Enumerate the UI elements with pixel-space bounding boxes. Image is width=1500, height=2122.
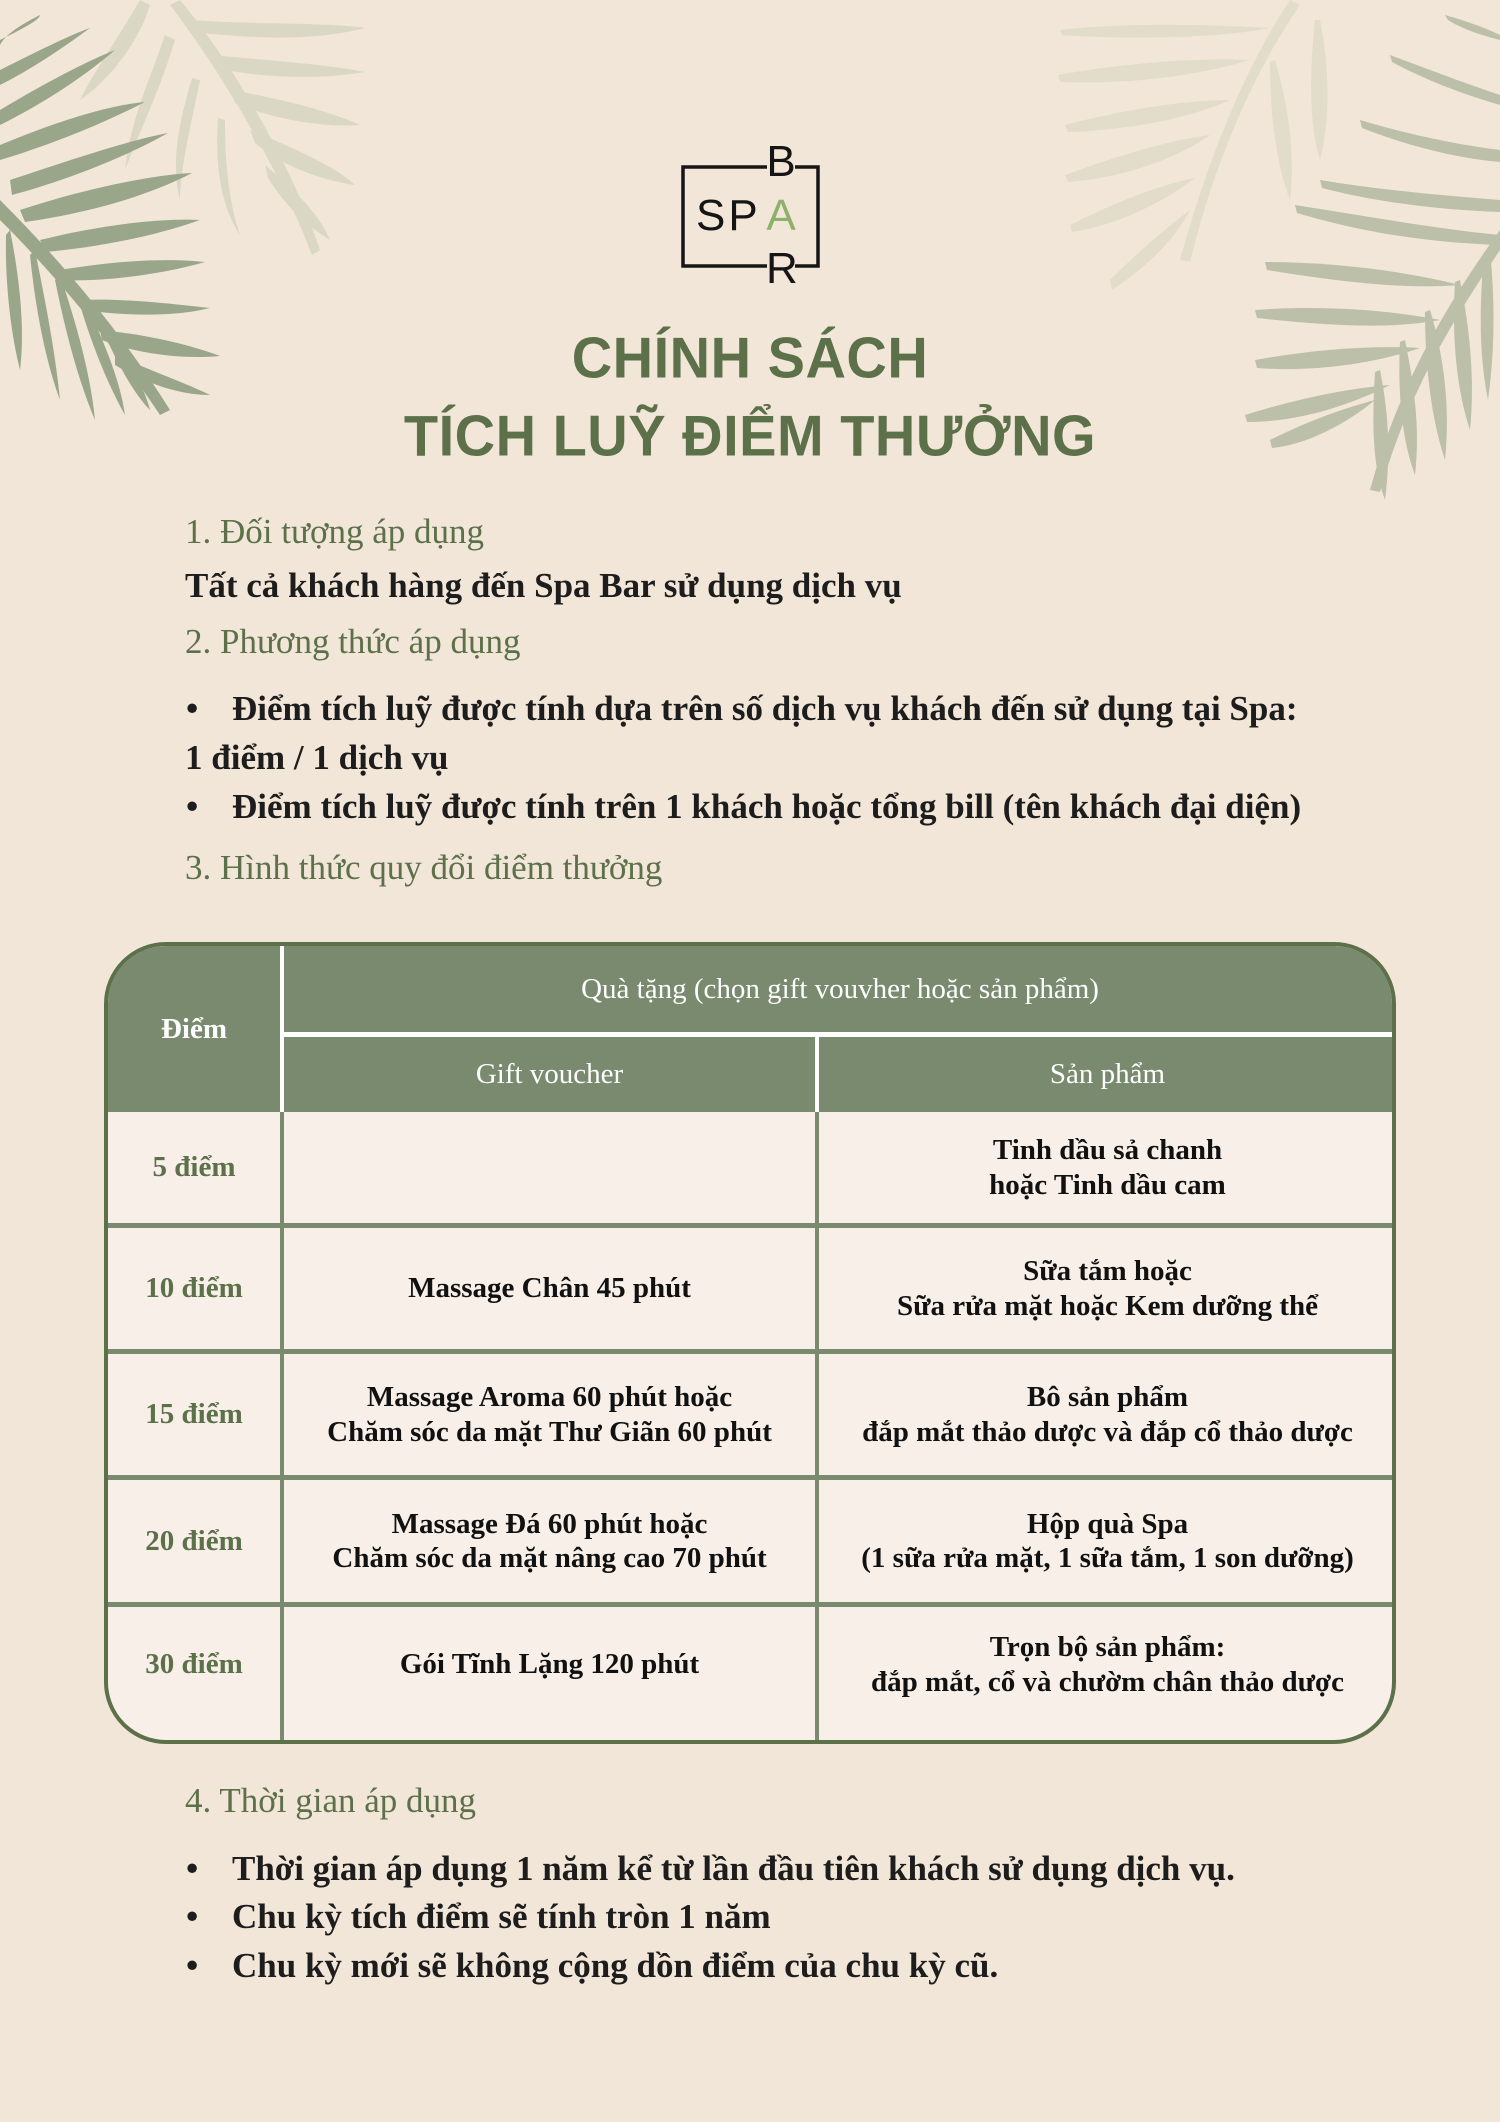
page-title-line-2: TÍCH LUỸ ĐIỂM THƯỞNG	[403, 403, 1097, 468]
row-1-product	[819, 1112, 1396, 1223]
row-4-product	[819, 1480, 1396, 1602]
row-5-points: 30 điểm	[145, 1648, 243, 1680]
row-2-points: 10 điểm	[145, 1272, 243, 1304]
page-title-line-1: CHÍNH SÁCH	[571, 325, 929, 390]
row-4-product-line-1: Hộp quà Spa	[1026, 1507, 1189, 1540]
section-4-heading: 4. Thời gian áp dụng	[185, 1781, 477, 1820]
bullet-text: Điểm tích luỹ được tính trên 1 khách hoặc tổng bill (tên khách đại diện)	[232, 787, 1302, 826]
section-4-bullet-1	[186, 1851, 1235, 1886]
section-2-bullet-1-continuation: 1 điểm / 1 dịch vụ	[185, 738, 449, 777]
section-1-text: Tất cả khách hàng đến Spa Bar sử dụng dịch vụ	[185, 566, 902, 605]
row-2-product	[819, 1228, 1396, 1349]
reward-table	[104, 942, 1396, 1744]
section-3-heading: 3. Hình thức quy đổi điểm thưởng	[185, 848, 663, 887]
row-3-product-line-2: đắp mắt thảo dược và đắp cổ thảo dược	[862, 1415, 1353, 1448]
row-3-points: 15 điểm	[145, 1398, 243, 1430]
row-1-product-line-1: Tinh dầu sả chanh	[992, 1134, 1223, 1167]
row-3-voucher-line-1: Massage Aroma 60 phút hoặc	[366, 1381, 733, 1414]
bullet-text: Chu kỳ mới sẽ không cộng dồn điểm của chu kỳ cũ.	[232, 1946, 999, 1985]
row-1-voucher	[284, 1112, 815, 1223]
row-4-product-line-2: (1 sữa rửa mặt, 1 sữa tắm, 1 son dưỡng)	[861, 1542, 1354, 1574]
logo-letter-r: R	[766, 244, 798, 293]
row-3-voucher	[284, 1354, 815, 1475]
bullet-icon: •	[186, 689, 199, 728]
header-product: Sản phẩm	[1049, 1058, 1166, 1090]
bullet-icon: •	[186, 1946, 199, 1985]
section-4-bullet-2	[186, 1899, 771, 1934]
header-gift-voucher: Gift voucher	[475, 1058, 624, 1090]
bullet-icon: •	[186, 787, 199, 826]
row-1-product-line-2: hoặc Tinh dầu cam	[989, 1168, 1226, 1201]
logo-letter-b: B	[766, 137, 796, 186]
left-pale-leaf-icon	[80, 0, 365, 255]
row-1-points: 5 điểm	[152, 1151, 236, 1183]
row-3-voucher-line-2: Chăm sóc da mặt Thư Giãn 60 phút	[327, 1415, 772, 1448]
section-2-heading: 2. Phương thức áp dụng	[185, 622, 521, 661]
header-gift-group: Quà tặng (chọn gift vouvher hoặc sản phẩm)	[581, 972, 1099, 1005]
bullet-icon: •	[186, 1849, 199, 1888]
section-2-bullet-1	[186, 691, 1298, 726]
row-2-voucher: Massage Chân 45 phút	[408, 1272, 691, 1305]
right-pale-leaf-icon	[1058, 0, 1328, 290]
row-5-product-line-2: đắp mắt, cổ và chườm chân thảo dược	[871, 1665, 1344, 1698]
section-2-bullet-2	[186, 789, 1301, 824]
row-4-voucher	[284, 1480, 815, 1602]
row-5-product	[819, 1607, 1396, 1722]
bullet-icon: •	[186, 1897, 199, 1936]
logo-letter-a: A	[766, 191, 796, 240]
section-4-bullet-3	[186, 1948, 998, 1983]
row-4-voucher-line-1: Massage Đá 60 phút hoặc	[391, 1507, 708, 1540]
logo-letters-sp: SP	[696, 191, 761, 240]
spa-bar-logo	[681, 137, 821, 293]
row-4-points: 20 điểm	[145, 1524, 243, 1557]
header-divider	[284, 1032, 1396, 1037]
row-3-product-line-1: Bô sản phẩm	[1026, 1381, 1189, 1414]
bullet-text: Điểm tích luỹ được tính dựa trên số dịch vụ khách đến sử dụng tại Spa:	[232, 689, 1298, 728]
row-5-voucher: Gói Tĩnh Lặng 120 phút	[399, 1648, 700, 1681]
row-3-product	[819, 1354, 1396, 1475]
header-divider	[815, 1037, 819, 1112]
bullet-text: Thời gian áp dụng 1 năm kể từ lần đầu tiên khách sử dụng dịch vụ.	[232, 1849, 1235, 1888]
header-divider	[280, 946, 284, 1112]
row-2-product-line-1: Sữa tắm hoặc	[1023, 1255, 1192, 1288]
row-2-product-line-2: Sữa rửa mặt hoặc Kem dưỡng thể	[896, 1289, 1319, 1322]
row-5-product-line-1: Trọn bộ sản phẩm:	[989, 1631, 1226, 1664]
row-4-voucher-line-2: Chăm sóc da mặt nâng cao 70 phút	[332, 1542, 767, 1574]
header-points: Điểm	[160, 1012, 228, 1045]
bullet-text: Chu kỳ tích điểm sẽ tính tròn 1 năm	[232, 1897, 771, 1936]
section-1-heading: 1. Đối tượng áp dụng	[185, 512, 484, 551]
